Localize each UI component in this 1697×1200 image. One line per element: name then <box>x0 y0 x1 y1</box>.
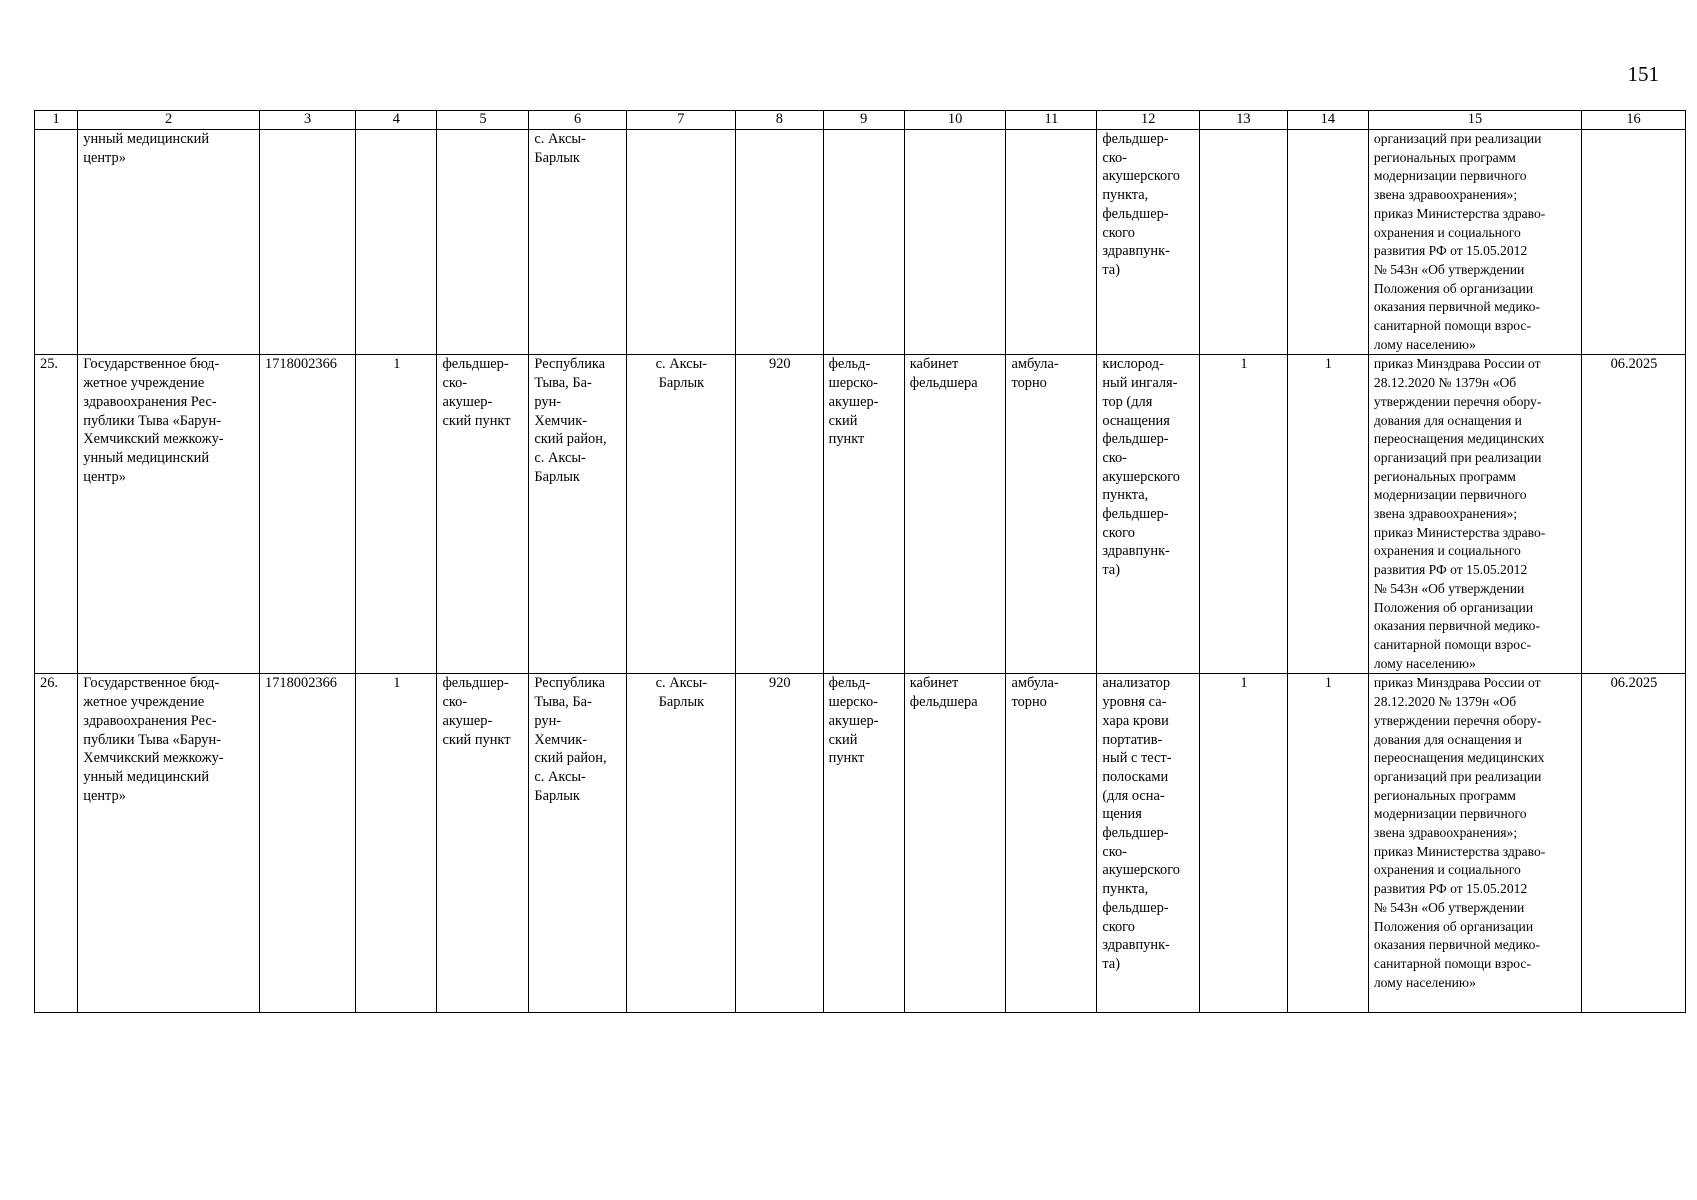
care-mode-cell: амбула- торно <box>1006 674 1097 1013</box>
deadline-cell <box>1582 130 1686 355</box>
population-cell: 920 <box>736 355 824 674</box>
care-mode-cell: амбула- торно <box>1006 355 1097 674</box>
continuation-row <box>35 130 1686 355</box>
quantity-cell <box>1200 130 1288 355</box>
column-header: 3 <box>260 111 356 130</box>
address-cell: Республика Тыва, Ба- рун- Хемчик- ский район, с. Аксы- Барлык <box>529 674 626 1013</box>
column-header: 12 <box>1097 111 1200 130</box>
population-cell: 920 <box>736 674 824 1013</box>
facility-type-cell: фельдшер- ско- акушер- ский пункт <box>437 355 529 674</box>
column-header: 1 <box>35 111 78 130</box>
quantity-cell: 1 <box>1287 355 1368 674</box>
column-header: 10 <box>904 111 1006 130</box>
inn-cell: 1718002366 <box>260 355 356 674</box>
equipment-cell: анализатор уровня са- хара крови портатив- ный с тест- полосками (для осна- щения фельдшер- ско- акушерского пункта, фельдшер- ского здравпунк- та) <box>1097 674 1200 1013</box>
unit-type-cell <box>823 130 904 355</box>
column-header: 13 <box>1200 111 1288 130</box>
column-header: 9 <box>823 111 904 130</box>
room-cell: кабинет фельдшера <box>904 355 1006 674</box>
settlement-cell: с. Аксы- Барлык <box>626 674 735 1013</box>
room-cell <box>904 130 1006 355</box>
legal-basis-cell: приказ Минздрава России от 28.12.2020 № 1379н «Об утверждении перечня обору- дования для оснащения и переоснащения медицинских организаций при реализации региональных программ модернизации первичного звена здравоохранения»; приказ Министерства здраво- охранения и социального развития РФ от 15.05.2012 № 543н «Об утверждении Положения об организации оказания первичной медико- санитарной помощи взрос- лому населению» <box>1368 674 1581 1013</box>
quantity-cell: 1 <box>1287 674 1368 1013</box>
row-number-cell <box>35 130 78 355</box>
settlement-cell: с. Аксы- Барлык <box>626 355 735 674</box>
address-cell: Республика Тыва, Ба- рун- Хемчик- ский район, с. Аксы- Барлык <box>529 355 626 674</box>
care-mode-cell <box>1006 130 1097 355</box>
inn-cell: 1718002366 <box>260 674 356 1013</box>
column-number-header-row <box>35 111 1686 130</box>
inn-cell <box>260 130 356 355</box>
column-header: 16 <box>1582 111 1686 130</box>
organization-cell: Государственное бюд- жетное учреждение здравоохранения Рес- публики Тыва «Барун- Хемчикский межкожу- унный медицинский центр» <box>78 355 260 674</box>
column-header: 14 <box>1287 111 1368 130</box>
room-cell: кабинет фельдшера <box>904 674 1006 1013</box>
unit-type-cell: фельд- шерско- акушер- ский пункт <box>823 674 904 1013</box>
column-header: 11 <box>1006 111 1097 130</box>
legal-basis-cell: организаций при реализации региональных программ модернизации первичного звена здравоохранения»; приказ Министерства здраво- охранения и социального развития РФ от 15.05.2012 № 543н «Об утверждении Положения об организации оказания первичной медико- санитарной помощи взрос- лому населению» <box>1368 130 1581 355</box>
organization-cell: унный медицинский центр» <box>78 130 260 355</box>
equipment-cell: фельдшер- ско- акушерского пункта, фельдшер- ского здравпунк- та) <box>1097 130 1200 355</box>
organization-cell: Государственное бюд- жетное учреждение здравоохранения Рес- публики Тыва «Барун- Хемчикский межкожу- унный медицинский центр» <box>78 674 260 1013</box>
column-header: 5 <box>437 111 529 130</box>
column-header: 8 <box>736 111 824 130</box>
deadline-cell: 06.2025 <box>1582 355 1686 674</box>
count-cell: 1 <box>356 355 437 674</box>
deadline-cell: 06.2025 <box>1582 674 1686 1013</box>
settlement-cell <box>626 130 735 355</box>
column-header: 2 <box>78 111 260 130</box>
equipment-register-table <box>34 110 1686 1013</box>
quantity-cell <box>1287 130 1368 355</box>
facility-type-cell: фельдшер- ско- акушер- ский пункт <box>437 674 529 1013</box>
address-cell: с. Аксы- Барлык <box>529 130 626 355</box>
column-header: 15 <box>1368 111 1581 130</box>
facility-type-cell <box>437 130 529 355</box>
column-header: 7 <box>626 111 735 130</box>
count-cell <box>356 130 437 355</box>
row-number-cell: 26. <box>35 674 78 1013</box>
population-cell <box>736 130 824 355</box>
column-header: 6 <box>529 111 626 130</box>
row-number-cell: 25. <box>35 355 78 674</box>
quantity-cell: 1 <box>1200 355 1288 674</box>
table-row <box>35 674 1686 1013</box>
column-header: 4 <box>356 111 437 130</box>
table-row <box>35 355 1686 674</box>
unit-type-cell: фельд- шерско- акушер- ский пункт <box>823 355 904 674</box>
count-cell: 1 <box>356 674 437 1013</box>
legal-basis-cell: приказ Минздрава России от 28.12.2020 № 1379н «Об утверждении перечня обору- дования для оснащения и переоснащения медицинских организаций при реализации региональных программ модернизации первичного звена здравоохранения»; приказ Министерства здраво- охранения и социального развития РФ от 15.05.2012 № 543н «Об утверждении Положения об организации оказания первичной медико- санитарной помощи взрос- лому населению» <box>1368 355 1581 674</box>
page-number: 151 <box>1627 62 1659 86</box>
quantity-cell: 1 <box>1200 674 1288 1013</box>
equipment-cell: кислород- ный ингаля- тор (для оснащения фельдшер- ско- акушерского пункта, фельдшер- ского здравпунк- та) <box>1097 355 1200 674</box>
